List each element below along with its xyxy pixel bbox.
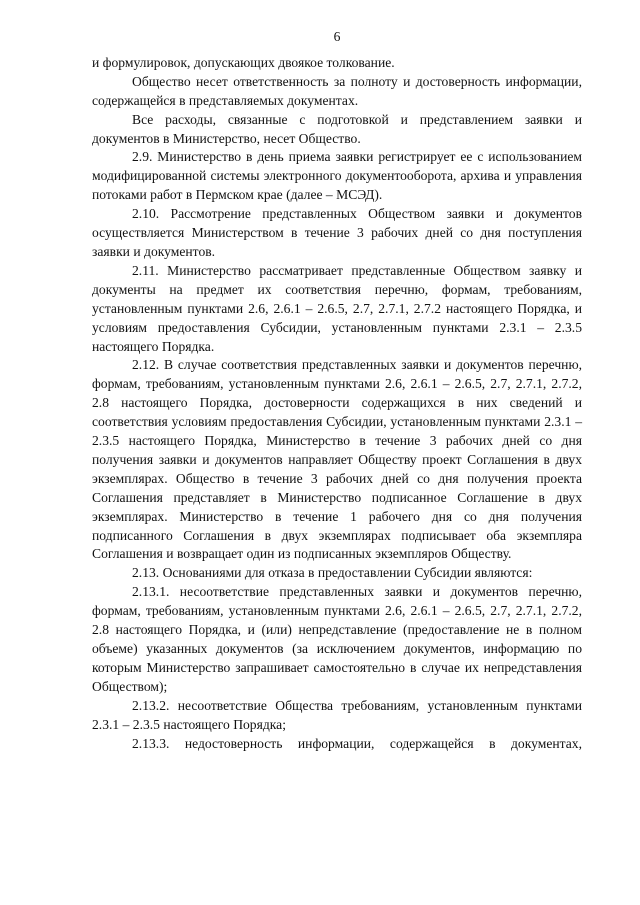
paragraph-2-13-1: 2.13.1. несоответствие представленных заявки и документов перечню, формам, требованиям, установленным пунктами 2.6, 2.6.1 – 2.6.5, 2.7, 2.7.1, 2.7.2, 2.8 настоящего Порядка, и (или) непредставление (предоставление не в полном объеме) указанных документов (за исключением документов, информацию по которым Министерство запрашивает самостоятельно в случае их непредставления Обществом); [92, 584, 582, 694]
paragraph-continuation: и формулировок, допускающих двоякое толкование. [92, 54, 395, 70]
paragraph-2-11: 2.11. Министерство рассматривает представленные Обществом заявку и документы на предмет их соответствия перечню, формам, требованиям, установленным пунктами 2.6, 2.6.1 – 2.6.5, 2.7, 2.7.1, 2.7.2 настоящего Порядка, и условиям предоставления Субсидии, установленным пунктами 2.3.1 – 2.3.5 настоящего Порядка. [92, 262, 582, 354]
paragraph-2-9: 2.9. Министерство в день приема заявки регистрирует ее с использованием модифицированной системы электронного документооборота, архива и управления потоками работ в Пермском крае (далее – МСЭД). [92, 149, 582, 203]
paragraph-responsibility: Общество несет ответственность за полноту и достоверность информации, содержащейся в представляемых документах. [92, 73, 582, 108]
paragraph-2-12: 2.12. В случае соответствия представленных заявки и документов перечню, формам, требованиям, установленным пунктами 2.6, 2.6.1 – 2.6.5, 2.7, 2.7.1, 2.7.2, 2.8 настоящего Порядка, достоверности содержащихся в них сведений и соответствия условиям предоставления Субсидии, установленным пунктами 2.3.1 – 2.3.5 настоящего Порядка, Министерство в течение 3 рабочих дней со дня получения заявки и документов направляет Обществу проект Соглашения в двух экземплярах. Общество в течение 3 рабочих дней со дня получения проекта Соглашения представляет в Министерство подписанное Соглашение в двух экземплярах. Министерство в течение 1 рабочего дня со дня получения подписанного Соглашения в двух экземплярах подписывает оба экземпляра Соглашения и возвращает один из подписанных экземпляров Обществу. [92, 357, 582, 562]
paragraph-expenses: Все расходы, связанные с подготовкой и представлением заявки и документов в Министерство, несет Общество. [92, 111, 582, 146]
paragraph-2-13: 2.13. Основаниями для отказа в предоставлении Субсидии являются: [132, 565, 533, 581]
paragraph-2-13-3: 2.13.3. недостоверность информации, содержащейся в документах, [132, 735, 582, 751]
page-number: 6 [333, 29, 341, 44]
document-page [92, 28, 582, 753]
paragraph-2-10: 2.10. Рассмотрение представленных Обществом заявки и документов осуществляется Министерством в течение 3 рабочих дней со дня поступления заявки и документов. [92, 206, 582, 259]
paragraph-2-13-2: 2.13.2. несоответствие Общества требованиям, установленным пунктами 2.3.1 – 2.3.5 настоящего Порядка; [92, 697, 582, 732]
